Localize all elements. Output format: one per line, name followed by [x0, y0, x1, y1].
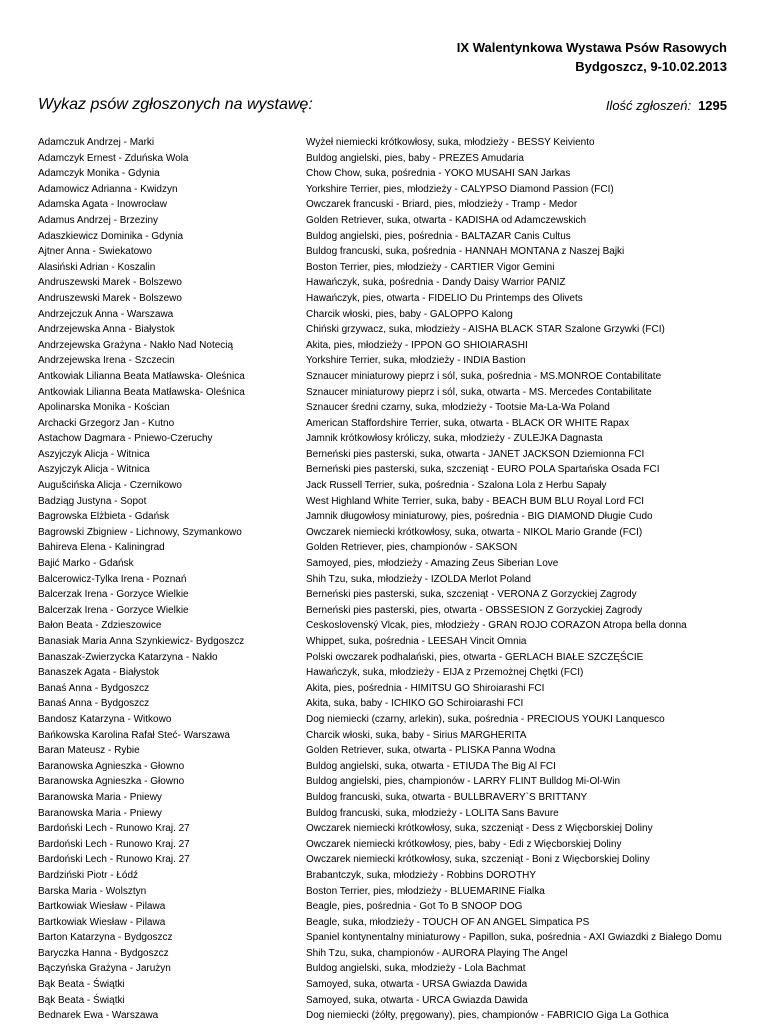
- owner-name: Bardoński Lech - Runowo Kraj. 27: [38, 823, 190, 835]
- dog-entry: Samoyed, pies, młodzieży - Amazing Zeus Siberian Love: [306, 558, 559, 570]
- dog-entry: Yorkshire Terrier, suka, młodzieży - INDIA Bastion: [306, 355, 526, 367]
- list-item: [38, 540, 748, 556]
- owner-name: Badziąg Justyna - Sopot: [38, 495, 147, 507]
- dog-entry: Owczarek niemiecki krótkowłosy, suka, szczeniąt - Boni z Więcborskiej Doliny: [306, 854, 650, 866]
- list-item: [38, 728, 748, 744]
- owner-name: Bandosz Katarzyna - Witkowo: [38, 713, 172, 725]
- entries-list: [38, 135, 748, 1024]
- owner-name: Bartkowiak Wiesław - Pilawa: [38, 901, 166, 913]
- owner-name: Bardoński Lech - Runowo Kraj. 27: [38, 838, 190, 850]
- list-item: [38, 681, 748, 697]
- list-item: [38, 307, 748, 323]
- list-item: [38, 774, 748, 790]
- dog-entry: Hawańczyk, suka, młodzieży - EIJA z Przemożnej Chętki (FCI): [306, 667, 584, 679]
- owner-name: Bąk Beata - Świątki: [38, 979, 125, 991]
- list-item: [38, 166, 748, 182]
- owner-name: Andrzejewska Grażyna - Nakło Nad Notecią: [38, 339, 234, 351]
- list-item: [38, 244, 748, 260]
- owner-name: Antkowiak Lilianna Beata Matławska- Oleśnica: [38, 386, 245, 398]
- show-header: [457, 38, 727, 76]
- show-location-date: Bydgoszcz, 9-10.02.2013: [575, 59, 727, 74]
- list-item: [38, 634, 748, 650]
- owner-name: Augušcińska Alicja - Czernikowo: [38, 480, 182, 492]
- list-item: [38, 151, 748, 167]
- owner-name: Balcerowicz-Tylka Irena - Poznań: [38, 573, 187, 585]
- list-item: [38, 322, 748, 338]
- owner-name: Baranowska Maria - Pniewy: [38, 791, 162, 803]
- list-item: [38, 759, 748, 775]
- list-item: [38, 743, 748, 759]
- dog-entry: Beagle, suka, młodzieży - TOUCH OF AN ANGEL Simpatica PS: [306, 916, 590, 928]
- entry-count-value: 1295: [698, 98, 727, 113]
- dog-entry: Owczarek niemiecki krótkowłosy, suka, szczeniąt - Dess z Więcborskiej Doliny: [306, 823, 653, 835]
- list-item: [38, 650, 748, 666]
- dog-entry: Brabantczyk, suka, młodzieży - Robbins DOROTHY: [306, 869, 537, 881]
- list-item: [38, 385, 748, 401]
- list-item: [38, 884, 748, 900]
- owner-name: Bednarek Ewa - Warszawa: [38, 1010, 159, 1022]
- owner-name: Barska Maria - Wolsztyn: [38, 885, 147, 897]
- list-item: [38, 556, 748, 572]
- dog-entry: Golden Retriever, suka, otwarta - PLISKA Panna Wodna: [306, 745, 556, 757]
- owner-name: Baryczka Hanna - Bydgoszcz: [38, 947, 169, 959]
- list-item: [38, 525, 748, 541]
- list-item: [38, 353, 748, 369]
- list-item: [38, 431, 748, 447]
- list-item: [38, 821, 748, 837]
- dog-entry: Berneński pies pasterski, suka, otwarta - JANET JACKSON Dziemionna FCI: [306, 448, 645, 460]
- dog-entry: Owczarek niemiecki krótkowłosy, suka, otwarta - NIKOL Mario Grande (FCI): [306, 526, 643, 538]
- dog-entry: Sznaucer miniaturowy pieprz i sól, suka, otwarta - MS. Mercedes Contabilitate: [306, 386, 652, 398]
- owner-name: Balcerzak Irena - Gorzyce Wielkie: [38, 589, 189, 601]
- owner-name: Alasiński Adrian - Koszalin: [38, 261, 156, 273]
- owner-name: Bączyńska Grażyna - Jarużyn: [38, 963, 171, 975]
- dog-entry: Chiński grzywacz, suka, młodzieży - AISHA BLACK STAR Szalone Grzywki (FCI): [306, 324, 665, 336]
- list-item: [38, 696, 748, 712]
- owner-name: Aszyjczyk Alicja - Witnica: [38, 464, 150, 476]
- dog-entry: Buldog francuski, suka, młodzieży - LOLITA Sans Bavure: [306, 807, 559, 819]
- list-item: [38, 369, 748, 385]
- list-subheader: [38, 96, 727, 116]
- dog-entry: Boston Terrier, pies, młodzieży - CARTIER Vigor Gemini: [306, 261, 555, 273]
- owner-name: Banasiak Maria Anna Szynkiewicz- Bydgoszcz: [38, 636, 245, 647]
- dog-entry: Whippet, suka, pośrednia - LEESAH Vincit Omnia: [306, 636, 527, 647]
- dog-entry: Dog niemiecki (czarny, arlekin), suka, pośrednia - PRECIOUS YOUKI Lanquesco: [306, 713, 665, 725]
- list-item: [38, 416, 748, 432]
- owner-name: Andruszewski Marek - Bolszewo: [38, 292, 182, 304]
- dog-entry: West Highland White Terrier, suka, baby - BEACH BUM BLU Royal Lord FCI: [306, 495, 645, 507]
- dog-entry: Shih Tzu, suka, młodzieży - IZOLDA Merlot Poland: [306, 573, 531, 585]
- owner-name: Baran Mateusz - Rybie: [38, 745, 140, 757]
- owner-name: Banaszek Agata - Białystok: [38, 667, 160, 679]
- list-item: [38, 135, 748, 151]
- list-item: [38, 462, 748, 478]
- dog-entry: Sznaucer średni czarny, suka, młodzieży - Tootsie Ma-La-Wa Poland: [306, 402, 610, 414]
- dog-entry: Spaniel kontynentalny miniaturowy - Papillon, suka, pośrednia - AXI Gwiazdki z Białego Domu: [306, 932, 722, 944]
- list-item: [38, 930, 748, 946]
- list-item: [38, 182, 748, 198]
- list-item: [38, 260, 748, 276]
- owner-name: Adamus Andrzej - Brzeziny: [38, 214, 159, 226]
- dog-entry: Berneński pies pasterski, suka, szczeniąt - VERONA Z Gorzyckiej Zagrody: [306, 589, 637, 601]
- list-item: [38, 509, 748, 525]
- list-item: [38, 899, 748, 915]
- owner-name: Astachow Dagmara - Pniewo-Czeruchy: [38, 433, 213, 445]
- dog-entry: American Staffordshire Terrier, suka, otwarta - BLACK OR WHITE Rapax: [306, 417, 630, 429]
- list-item: [38, 338, 748, 354]
- dog-entry: Jamnik długowłosy miniaturowy, pies, pośrednia - BIG DIAMOND Długie Cudo: [306, 511, 653, 523]
- list-item: [38, 977, 748, 993]
- owner-name: Adaszkiewicz Dominika - Gdynia: [38, 230, 184, 242]
- list-item: [38, 852, 748, 868]
- owner-name: Adamczyk Monika - Gdynia: [38, 168, 160, 180]
- dog-entry: Golden Retriever, pies, championów - SAKSON: [306, 542, 518, 554]
- owner-name: Ajtner Anna - Swiekatowo: [38, 246, 152, 258]
- list-item: [38, 993, 748, 1009]
- show-title: IX Walentynkowa Wystawa Psów Rasowych: [456, 40, 727, 55]
- list-item: [38, 291, 748, 307]
- dog-entry: Golden Retriever, suka, otwarta - KADISHA od Adamczewskich: [306, 214, 587, 226]
- owner-name: Aszyjczyk Alicja - Witnica: [38, 448, 150, 460]
- dog-entry: Buldog francuski, suka, pośrednia - HANNAH MONTANA z Naszej Bajki: [306, 246, 625, 258]
- dog-entry: Buldog angielski, pies, baby - PREZES Amudaria: [306, 152, 524, 164]
- list-title: Wykaz psów zgłoszonych na wystawę:: [38, 96, 313, 113]
- owner-name: Andruszewski Marek - Bolszewo: [38, 277, 182, 289]
- dog-entry: Hawańczyk, suka, pośrednia - Dandy Daisy Warrior PANIZ: [306, 277, 566, 289]
- owner-name: Balcerzak Irena - Gorzyce Wielkie: [38, 604, 189, 616]
- owner-name: Baranowska Maria - Pniewy: [38, 807, 162, 819]
- owner-name: Andrzejczuk Anna - Warszawa: [38, 308, 174, 320]
- owner-name: Andrzejewska Irena - Szczecin: [38, 355, 175, 367]
- entry-count-label: Ilość zgłoszeń:: [605, 98, 692, 113]
- dog-entry: Ceskoslovenský Vlcak, pies, młodzieży - GRAN ROJO CORAZON Atropa bella donna: [306, 620, 687, 632]
- list-item: [38, 946, 748, 962]
- owner-name: Adamowicz Adrianna - Kwidzyn: [38, 183, 178, 195]
- dog-entry: Berneński pies pasterski, pies, otwarta - OBSSESION Z Gorzyckiej Zagrody: [306, 604, 643, 616]
- owner-name: Archacki Grzegorz Jan - Kutno: [38, 417, 175, 429]
- owner-name: Banaszak-Zwierzycka Katarzyna - Nakło: [38, 651, 218, 663]
- owner-name: Banaś Anna - Bydgoszcz: [38, 698, 150, 710]
- owner-name: Adamczuk Andrzej - Marki: [38, 137, 155, 148]
- list-item: [38, 213, 748, 229]
- owner-name: Banaś Anna - Bydgoszcz: [38, 682, 150, 694]
- dog-entry: Wyżeł niemiecki krótkowłosy, suka, młodzieży - BESSY Keiviento: [306, 137, 595, 148]
- list-item: [38, 478, 748, 494]
- owner-name: Antkowiak Lilianna Beata Matławska- Oleśnica: [38, 370, 245, 382]
- list-item: [38, 494, 748, 510]
- list-item: [38, 915, 748, 931]
- owner-name: Bagrowski Zbigniew - Lichnowy, Szymankowo: [38, 526, 242, 538]
- list-item: [38, 275, 748, 291]
- list-item: [38, 587, 748, 603]
- list-item: [38, 229, 748, 245]
- owner-name: Bagrowska Elżbieta - Gdańsk: [38, 511, 170, 523]
- dog-entry: Boston Terrier, pies, młodzieży - BLUEMARINE Fialka: [306, 885, 545, 897]
- dog-entry: Hawańczyk, pies, otwarta - FIDELIO Du Printemps des Olivets: [306, 292, 583, 304]
- dog-entry: Dog niemiecki (żółty, pręgowany), pies, championów - FABRICIO Giga La Gothica: [306, 1010, 669, 1022]
- owner-name: Bardoński Lech - Runowo Kraj. 27: [38, 854, 190, 866]
- dog-entry: Shih Tzu, suka, championów - AURORA Playing The Angel: [306, 947, 568, 959]
- list-item: [38, 447, 748, 463]
- list-item: [38, 197, 748, 213]
- dog-entry: Yorkshire Terrier, pies, młodzieży - CALYPSO Diamond Passion (FCI): [306, 183, 614, 195]
- owner-name: Bardziński Piotr - Łódź: [38, 869, 139, 881]
- list-item: [38, 400, 748, 416]
- owner-name: Andrzejewska Anna - Białystok: [38, 324, 175, 336]
- owner-name: Apolinarska Monika - Kościan: [38, 402, 170, 414]
- owner-name: Bańkowska Karolina Rafał Steć- Warszawa: [38, 729, 230, 741]
- dog-entry: Akita, pies, pośrednia - HIMITSU GO Shiroiarashi FCI: [306, 682, 545, 694]
- owner-name: Bajić Marko - Gdańsk: [38, 558, 134, 570]
- dog-entry: Polski owczarek podhalański, pies, otwarta - GERLACH BIAŁE SZCZĘŚCIE: [306, 651, 644, 663]
- list-item: [38, 790, 748, 806]
- dog-entry: Samoyed, suka, otwarta - URCA Gwiazda Dawida: [306, 994, 528, 1006]
- dog-entry: Beagle, pies, pośrednia - Got To B SNOOP DOG: [306, 901, 523, 913]
- dog-entry: Buldog francuski, suka, otwarta - BULLBRAVERY`S BRITTANY: [306, 791, 588, 803]
- dog-entry: Sznaucer miniaturowy pieprz i sól, suka, pośrednia - MS.MONROE Contabilitate: [306, 370, 662, 382]
- dog-entry: Berneński pies pasterski, suka, szczeniąt - EURO POLA Spartańska Osada FCI: [306, 464, 660, 476]
- dog-entry: Buldog angielski, suka, otwarta - ETIUDA The Big Al FCI: [306, 760, 556, 772]
- dog-entry: Owczarek niemiecki krótkowłosy, pies, baby - Edi z Więcborskiej Doliny: [306, 838, 622, 850]
- list-item: [38, 712, 748, 728]
- dog-entry: Jack Russell Terrier, suka, pośrednia - Szalona Lola z Herbu Sapały: [306, 480, 607, 492]
- dog-entry: Buldog angielski, pies, pośrednia - BALTAZAR Canis Cultus: [306, 230, 571, 242]
- dog-entry: Charcik włoski, pies, baby - GALOPPO Kalong: [306, 308, 513, 320]
- owner-name: Bahireva Elena - Kaliningrad: [38, 542, 165, 554]
- dog-entry: Buldog angielski, pies, championów - LARRY FLINT Bulldog Mi-Ol-Win: [306, 776, 621, 788]
- owner-name: Bałon Beata - Zdzieszowice: [38, 620, 162, 632]
- list-item: [38, 961, 748, 977]
- dog-entry: Chow Chow, suka, pośrednia - YOKO MUSAHI SAN Jarkas: [306, 168, 571, 180]
- list-item: [38, 806, 748, 822]
- dog-entry: Jamnik krótkowłosy króliczy, suka, młodzieży - ZULEJKA Dagnasta: [306, 433, 603, 445]
- list-item: [38, 837, 748, 853]
- owner-name: Barton Katarzyna - Bydgoszcz: [38, 932, 173, 944]
- dog-entry: Buldog angielski, suka, młodzieży - Lola Bachmat: [306, 963, 526, 975]
- entry-count: [606, 98, 727, 113]
- owner-name: Baranowska Agnieszka - Głowno: [38, 776, 185, 788]
- dog-entry: Owczarek francuski - Briard, pies, młodzieży - Tramp - Medor: [306, 199, 578, 211]
- list-item: [38, 618, 748, 634]
- owner-name: Adamczyk Ernest - Zduńska Wola: [38, 152, 189, 164]
- owner-name: Bartkowiak Wiesław - Pilawa: [38, 916, 166, 928]
- list-item: [38, 572, 748, 588]
- owner-name: Adamska Agata - Inowrocław: [38, 199, 167, 211]
- owner-name: Baranowska Agnieszka - Głowno: [38, 760, 185, 772]
- owner-name: Bąk Beata - Świątki: [38, 994, 125, 1006]
- dog-entry: Akita, pies, młodzieży - IPPON GO SHIOIARASHI: [306, 339, 528, 351]
- list-item: [38, 868, 748, 884]
- list-item: [38, 665, 748, 681]
- dog-entry: Charcik włoski, suka, baby - Sirius MARGHERITA: [306, 729, 527, 741]
- list-item: [38, 603, 748, 619]
- dog-entry: Samoyed, suka, otwarta - URSA Gwiazda Dawida: [306, 979, 528, 991]
- dog-entry: Akita, suka, baby - ICHIKO GO Schiroiarashi FCI: [306, 698, 524, 710]
- list-item: [38, 1008, 748, 1024]
